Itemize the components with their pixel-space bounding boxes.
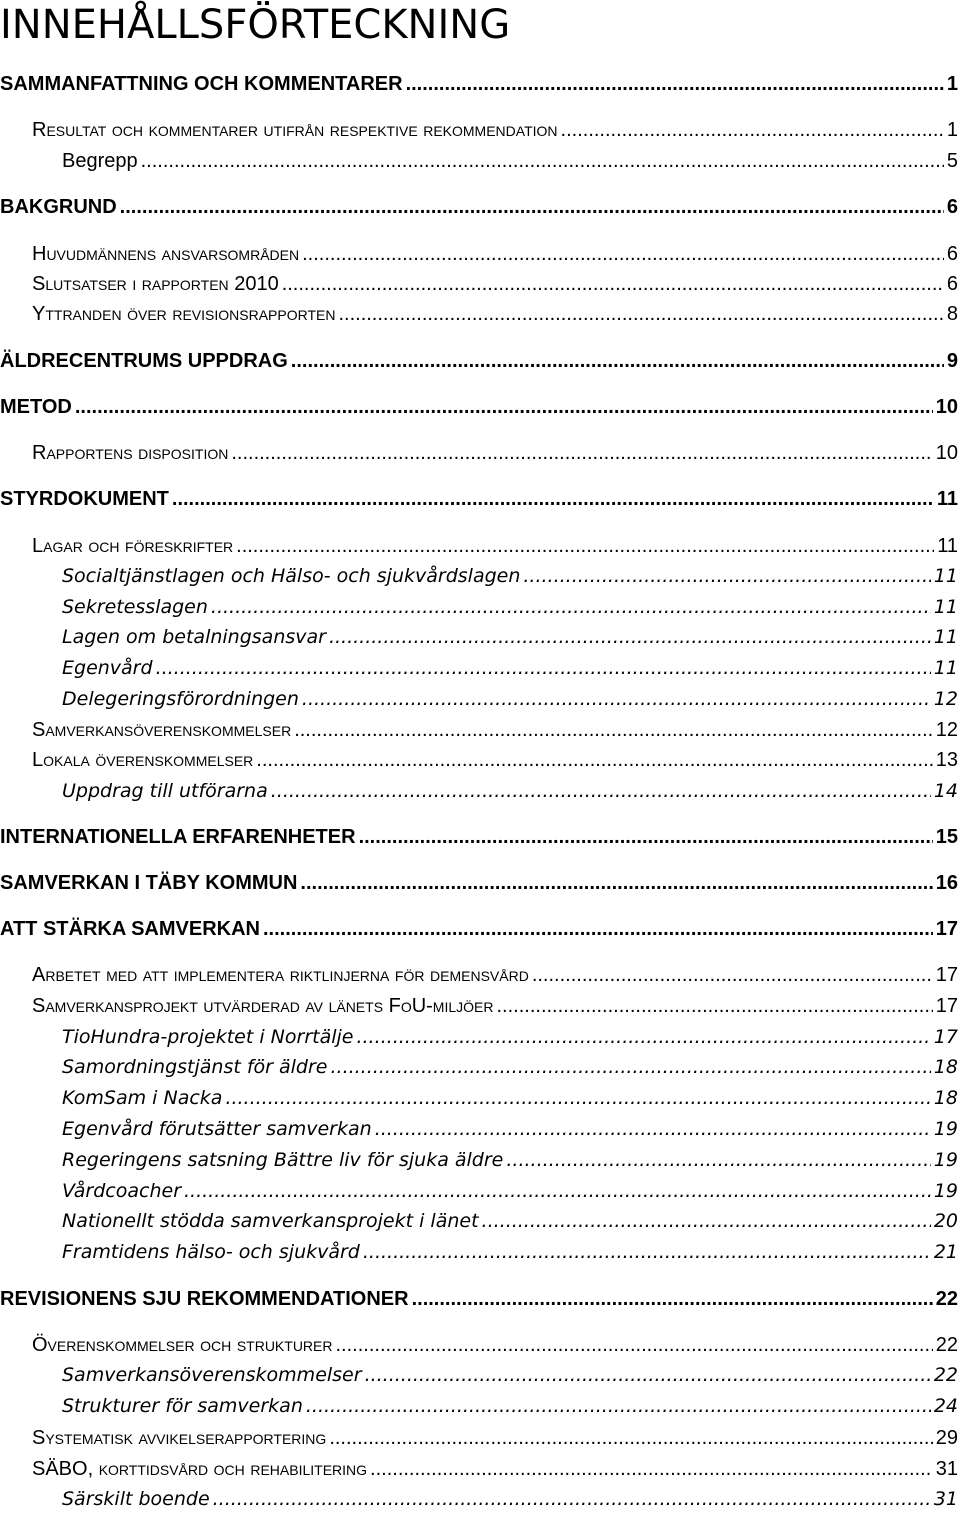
toc-entry[interactable] xyxy=(32,270,958,298)
toc-entry-page: 11 xyxy=(933,626,958,648)
dot-leader xyxy=(300,869,932,897)
dot-leader xyxy=(561,116,944,144)
toc-entry[interactable] xyxy=(62,1177,958,1205)
toc-entry-label: STYRDOKUMENT xyxy=(0,488,169,510)
toc-entry-page: 6 xyxy=(946,273,958,295)
dot-leader xyxy=(271,777,931,805)
toc-entry-page: 1 xyxy=(946,73,958,95)
toc-entry[interactable] xyxy=(0,347,958,375)
toc-entry-label: Strukturer för samverkan xyxy=(62,1395,303,1417)
toc-entry[interactable] xyxy=(0,193,958,221)
toc-entry-label: Samverkansöverenskommelser xyxy=(32,719,292,741)
toc-entry-page: 12 xyxy=(935,719,958,741)
toc-entry-page: 12 xyxy=(933,688,958,710)
toc-entry[interactable] xyxy=(62,1238,958,1266)
toc-entry[interactable] xyxy=(62,593,958,621)
toc-entry[interactable] xyxy=(62,1084,958,1112)
toc-entry-page: 29 xyxy=(935,1427,958,1449)
toc-entry[interactable] xyxy=(0,70,958,98)
toc-entry-page: 17 xyxy=(935,995,958,1017)
toc-entry-page: 24 xyxy=(933,1395,958,1417)
toc-entry-label: BAKGRUND xyxy=(0,196,117,218)
toc-entry-page: 11 xyxy=(933,565,958,587)
toc-entry-label: Nationellt stödda samverkansprojekt i länet xyxy=(62,1210,479,1232)
dot-leader xyxy=(496,992,932,1020)
toc-entry[interactable] xyxy=(32,532,958,560)
toc-entry-label: Lagen om betalningsansvar xyxy=(62,626,326,648)
toc-entry-page: 18 xyxy=(933,1087,958,1109)
toc-entry[interactable] xyxy=(32,992,958,1020)
dot-leader xyxy=(263,915,933,943)
toc-entry[interactable] xyxy=(62,1207,958,1235)
toc-entry[interactable] xyxy=(32,1455,958,1483)
dot-leader xyxy=(365,1361,931,1389)
toc-entry-page: 11 xyxy=(933,657,958,679)
toc-entry-label: KomSam i Nacka xyxy=(62,1087,223,1109)
toc-entry-page: 10 xyxy=(935,396,958,418)
dot-leader xyxy=(363,1238,931,1266)
toc-entry[interactable] xyxy=(62,1146,958,1174)
dot-leader xyxy=(225,1084,930,1112)
toc-entry[interactable] xyxy=(0,823,958,851)
toc-entry[interactable] xyxy=(32,439,958,467)
toc-entry-page: 11 xyxy=(936,488,958,510)
toc-entry-page: 15 xyxy=(935,826,958,848)
toc-entry-page: 19 xyxy=(933,1118,958,1140)
dot-leader xyxy=(302,240,944,268)
dot-leader xyxy=(282,270,944,298)
toc-entry-page: 11 xyxy=(933,596,958,618)
toc-entry[interactable] xyxy=(62,654,958,682)
toc-entry[interactable] xyxy=(62,1361,958,1389)
dot-leader xyxy=(236,532,934,560)
toc-entry-label: Rapportens disposition xyxy=(32,442,229,464)
toc-entry-page: 20 xyxy=(933,1210,958,1232)
dot-leader xyxy=(506,1146,930,1174)
toc-entry-label: SAMMANFATTNING OCH KOMMENTARER xyxy=(0,73,403,95)
dot-leader xyxy=(370,1455,933,1483)
dot-leader xyxy=(329,1424,932,1452)
toc-entry[interactable] xyxy=(62,1115,958,1143)
toc-entry-page: 21 xyxy=(933,1241,958,1263)
toc-entry-label: SAMVERKAN I TÄBY KOMMUN xyxy=(0,872,298,894)
dot-leader xyxy=(211,593,931,621)
toc-entry-label: Vårdcoacher xyxy=(62,1180,182,1202)
dot-leader xyxy=(156,654,931,682)
toc-entry-label: Samverkansprojekt utvärderad av länets FoU-miljöer xyxy=(32,995,494,1017)
dot-leader xyxy=(375,1115,931,1143)
toc-entry-page: 31 xyxy=(933,1488,958,1510)
toc-entry[interactable] xyxy=(62,1023,958,1051)
dot-leader xyxy=(184,1177,931,1205)
toc-entry-page: 18 xyxy=(933,1056,958,1078)
toc-entry[interactable] xyxy=(62,1392,958,1420)
toc-entry-label: TioHundra-projektet i Norrtälje xyxy=(62,1026,354,1048)
toc-entry-label: Uppdrag till utförarna xyxy=(62,780,268,802)
toc-entry[interactable] xyxy=(62,147,958,175)
toc-entry-label: Arbetet med att implementera riktlinjerna för demensvård xyxy=(32,964,529,986)
toc-entry-page: 6 xyxy=(946,196,958,218)
toc-entry[interactable] xyxy=(32,746,958,774)
dot-leader xyxy=(256,746,932,774)
toc-entry[interactable] xyxy=(0,485,958,513)
toc-entry-page: 22 xyxy=(935,1334,958,1356)
dot-leader xyxy=(213,1485,931,1513)
toc-entry[interactable] xyxy=(62,777,958,805)
toc-entry-label: REVISIONENS SJU REKOMMENDATIONER xyxy=(0,1288,409,1310)
toc-entry[interactable] xyxy=(32,961,958,989)
toc-entry-page: 8 xyxy=(946,303,958,325)
toc-entry-page: 19 xyxy=(933,1149,958,1171)
toc-entry-page: 17 xyxy=(933,1026,958,1048)
toc-entry-label: Slutsatser i rapporten 2010 xyxy=(32,273,279,295)
toc-entry-label: METOD xyxy=(0,396,72,418)
toc-entry[interactable] xyxy=(32,116,958,144)
toc-entry-page: 13 xyxy=(935,749,958,771)
toc-entry[interactable] xyxy=(32,716,958,744)
toc-entry-label: ÄLDRECENTRUMS UPPDRAG xyxy=(0,350,288,372)
toc-entry-page: 16 xyxy=(935,872,958,894)
toc-entry-page: 22 xyxy=(933,1364,958,1386)
toc-entry-label: Lokala överenskommelser xyxy=(32,749,254,771)
toc-entry-page: 9 xyxy=(946,350,958,372)
dot-leader xyxy=(302,685,931,713)
dot-leader xyxy=(231,439,932,467)
toc-entry-page: 17 xyxy=(935,964,958,986)
toc-entry[interactable] xyxy=(62,562,958,590)
toc-entry-label: Delegeringsförordningen xyxy=(62,688,299,710)
toc-entry-label: Socialtjänstlagen och Hälso- och sjukvårdslagen xyxy=(62,565,521,587)
toc-entry-label: INTERNATIONELLA ERFARENHETER xyxy=(0,826,356,848)
dot-leader xyxy=(359,823,933,851)
toc-entry-label: Systematisk avvikelserapportering xyxy=(32,1427,327,1449)
toc-entry[interactable] xyxy=(32,240,958,268)
dot-leader xyxy=(482,1207,931,1235)
toc-entry-label: Sekretesslagen xyxy=(62,596,208,618)
toc-entry-label: Begrepp xyxy=(62,150,138,172)
toc-entry-label: Resultat och kommentarer utifrån respektive rekommendation xyxy=(32,119,558,141)
toc-entry-label: Särskilt boende xyxy=(62,1488,210,1510)
dot-leader xyxy=(330,1053,930,1081)
toc-entry-page: 1 xyxy=(946,119,958,141)
toc-entry-label: Framtidens hälso- och sjukvård xyxy=(62,1241,360,1263)
toc-entry-label: Lagar och föreskrifter xyxy=(32,535,234,557)
toc-entry-page: 5 xyxy=(946,150,958,172)
toc-entry[interactable] xyxy=(62,685,958,713)
toc-entry[interactable] xyxy=(32,300,958,328)
toc-entry[interactable] xyxy=(0,915,958,943)
toc-entry[interactable] xyxy=(62,1485,958,1513)
dot-leader xyxy=(75,393,933,421)
dot-leader xyxy=(532,961,933,989)
toc-entry[interactable] xyxy=(32,1424,958,1452)
toc-entry[interactable] xyxy=(62,1053,958,1081)
dot-leader xyxy=(523,562,930,590)
toc-entry-label: Samordningstjänst för äldre xyxy=(62,1056,328,1078)
toc-entry-label: Överenskommelser och strukturer xyxy=(32,1334,333,1356)
dot-leader xyxy=(291,347,944,375)
toc-entry-page: 31 xyxy=(935,1458,958,1480)
toc-entry-page: 11 xyxy=(937,535,958,557)
toc-entry[interactable] xyxy=(62,623,958,651)
dot-leader xyxy=(356,1023,930,1051)
dot-leader xyxy=(306,1392,931,1420)
toc-entry-label: Yttranden över revisionsrapporten xyxy=(32,303,336,325)
toc-entry-label: Egenvård xyxy=(62,657,153,679)
toc-entry-page: 17 xyxy=(935,918,958,940)
toc-entry-label: ATT STÄRKA SAMVERKAN xyxy=(0,918,260,940)
toc-entry[interactable] xyxy=(32,1331,958,1359)
toc-entry-page: 19 xyxy=(933,1180,958,1202)
toc-entry[interactable] xyxy=(0,1285,958,1313)
dot-leader xyxy=(338,300,943,328)
dot-leader xyxy=(294,716,933,744)
toc-entry-label: SÄBO, korttidsvård och rehabilitering xyxy=(32,1458,368,1480)
toc-entry-label: Huvudmännens ansvarsområden xyxy=(32,243,300,265)
toc-entry[interactable] xyxy=(0,869,958,897)
dot-leader xyxy=(329,623,931,651)
toc-entry-label: Samverkansöverenskommelser xyxy=(62,1364,362,1386)
dot-leader xyxy=(412,1285,933,1313)
dot-leader xyxy=(172,485,934,513)
toc-entry-label: Regeringens satsning Bättre liv för sjuka äldre xyxy=(62,1149,504,1171)
dot-leader xyxy=(335,1331,932,1359)
toc-entry-page: 22 xyxy=(935,1288,958,1310)
dot-leader xyxy=(406,70,944,98)
toc-entry-label: Egenvård förutsätter samverkan xyxy=(62,1118,372,1140)
toc-entry[interactable] xyxy=(0,393,958,421)
toc-entry-page: 14 xyxy=(933,780,958,802)
toc-entry-page: 10 xyxy=(935,442,958,464)
toc-entry-page: 6 xyxy=(946,243,958,265)
page-title: INNEHÅLLSFÖRTECKNING xyxy=(0,2,511,48)
dot-leader xyxy=(141,147,944,175)
dot-leader xyxy=(120,193,944,221)
